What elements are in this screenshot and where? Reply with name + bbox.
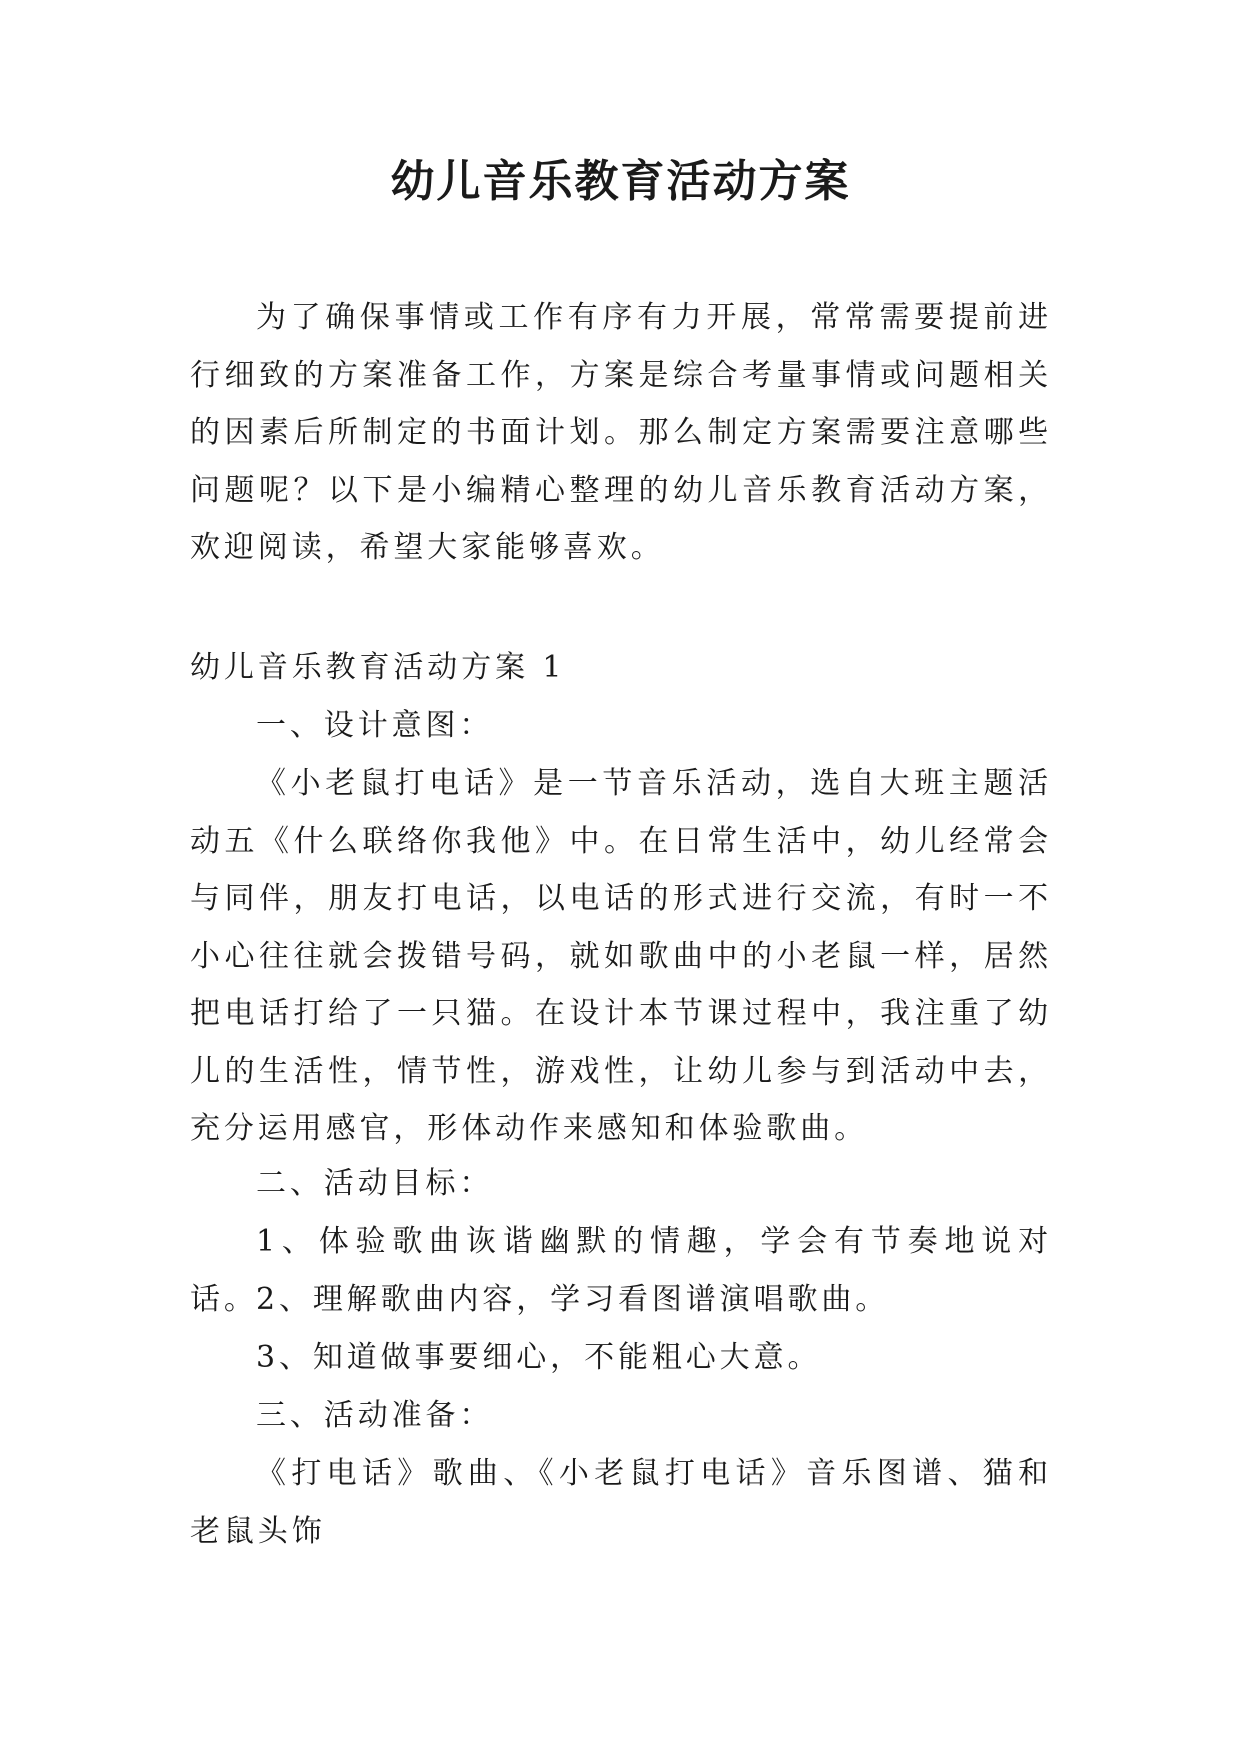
goal-item-3: 3、知道做事要细心，不能粗心大意。 (256, 1340, 822, 1375)
goal-item-2: 2、理解歌曲内容，学习看图谱演唱歌曲。 (256, 1282, 890, 1317)
activity-prep-heading: 三、活动准备： (256, 1398, 494, 1433)
intro-paragraph: 为了确保事情或工作有序有力开展，常常需要提前进行细致的方案准备工作，方案是综合考量事情或问题相关的因素后所制定的书面计划。那么制定方案需要注意哪些问题呢？以下是小编精心整理的幼儿音乐教育活动方案，欢迎阅读，希望大家能够喜欢。 (190, 300, 1052, 565)
activity-prep-paragraph: 《打电话》歌曲、《小老鼠打电话》音乐图谱、猫和老鼠头饰 (190, 1456, 1052, 1549)
activity-goals-heading: 二、活动目标： (256, 1166, 494, 1201)
section-title: 幼儿音乐教育活动方案 1 (190, 650, 566, 685)
goal-item-1: 1、体验歌曲诙谐幽默的情趣，学会有节奏地说对话。 (190, 1224, 1052, 1317)
design-intent-paragraph: 《小老鼠打电话》是一节音乐活动，选自大班主题活动五《什么联络你我他》中。在日常生活中，幼儿经常会与同伴，朋友打电话，以电话的形式进行交流，有时一不小心往往就会拨错号码，就如歌曲中的小老鼠一样，居然把电话打给了一只猫。在设计本节课过程中，我注重了幼儿的生活性，情节性，游戏性，让幼儿参与到活动中去，充分运用感官，形体动作来感知和体验歌曲。 (190, 766, 1052, 1146)
document-title: 幼儿音乐教育活动方案 (390, 156, 851, 207)
design-intent-heading: 一、设计意图： (256, 708, 494, 743)
